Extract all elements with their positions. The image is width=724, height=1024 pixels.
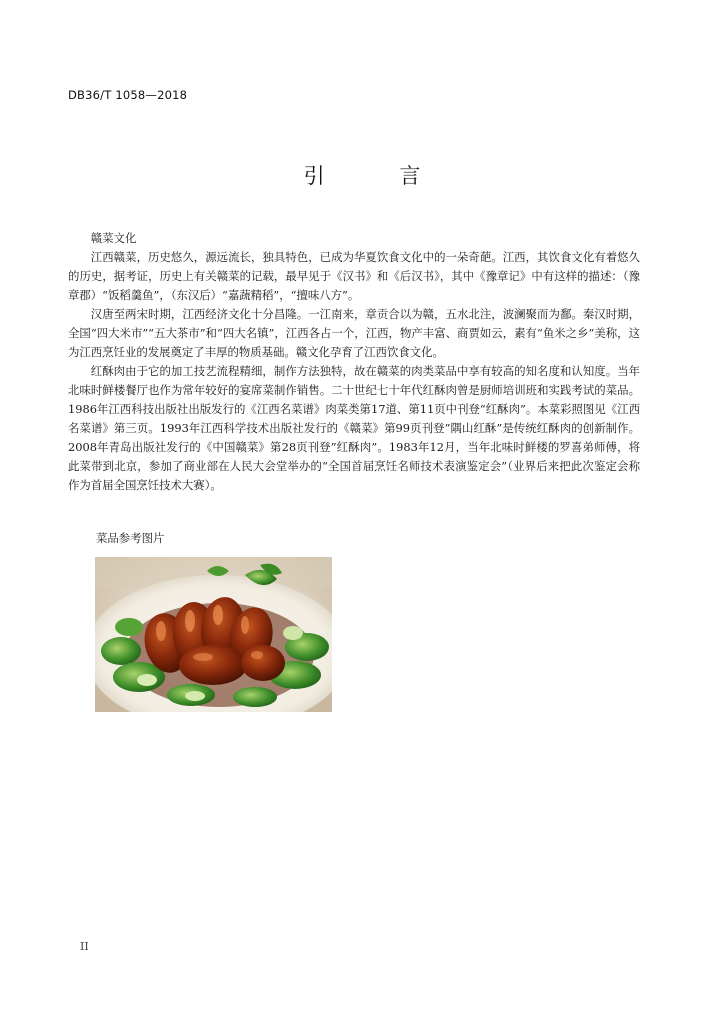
paragraph: 汉唐至两宋时期，江西经济文化十分昌隆。一江南来，章贡合以为赣，五水北注，波澜聚而为鄱。秦汉时期，全国“四大米市”“五大茶市”和“四大名镇”，江西各占一个，江西，物产丰富、商贾如云，素有“鱼米之乡”美称，这为江西烹饪业的发展奠定了丰厚的物质基础。赣文化孕育了江西饮食文化。 xyxy=(68,307,640,359)
paragraph: 红酥肉由于它的加工技艺流程精细，制作方法独特，故在赣菜的肉类菜品中享有较高的知名度和认知度。当年北味时鲜楼餐厅也作为常年较好的宴席菜制作销售。二十世纪七十年代红酥肉曾是厨师培训班和实践考试的菜品。1986年江西科技出版社出版发行的《江西名菜谱》肉菜类第17道、第11页中刊登“红酥肉”。本菜彩照图见《江西名菜谱》第三页。1993年江西科学技术出版社发行的《赣菜》第99页刊登”隅山红酥”是传统红酥肉的创新制作。 2008年青岛出版社发行的《中国赣菜》第28页刊登”红酥肉”。1983年12月，当年北味时鲜楼的罗喜弟师傅，将此菜带到北京，参加了商业部在人民大会堂举办的“全国首届烹饪名师技术表演鉴定会”（业界后来把此次鉴定会称作为首届全国烹饪技术大赛）。 xyxy=(68,364,640,492)
figure-label: 菜品参考图片 xyxy=(96,531,165,545)
page-title: 引 言 xyxy=(303,164,455,188)
page-number: II xyxy=(80,940,89,953)
body-text xyxy=(68,229,640,495)
section-heading: 赣菜文化 xyxy=(90,231,137,245)
dish-photo xyxy=(95,557,332,712)
document-code: DB36/T 1058—2018 xyxy=(68,88,188,102)
paragraph: 江西赣菜，历史悠久，源远流长，独具特色，已成为华夏饮食文化中的一朵奇葩。江西，其饮食文化有着悠久的历史，据考证，历史上有关赣菜的记载，最早见于《汉书》和《后汉书》，其中《豫章记》中有这样的描述：（豫章郡）“饭稻羹鱼”，（东汉后）“嘉蔬精稻”，“擅味八方”。 xyxy=(68,250,640,302)
